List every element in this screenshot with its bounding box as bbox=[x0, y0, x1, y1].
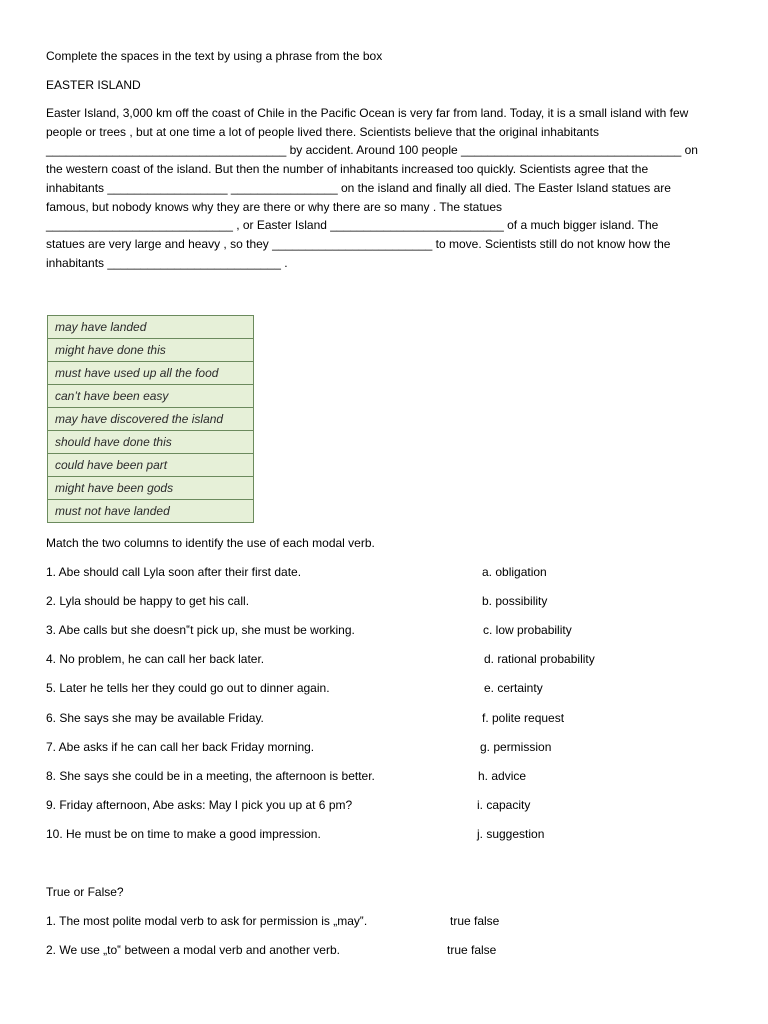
match-answer: f. polite request bbox=[482, 711, 565, 725]
passage-line: Easter Island, 3,000 km off the coast of Chile in the Pacific Ocean is very far from land. Today, it is a small island with few bbox=[46, 106, 689, 120]
instruction-match-columns: Match the two columns to identify the use of each modal verb. bbox=[46, 536, 375, 550]
phrase-box-item: might have been gods bbox=[48, 477, 253, 500]
heading-easter-island: EASTER ISLAND bbox=[46, 78, 141, 92]
passage-line: inhabitants __________________________ . bbox=[46, 255, 288, 270]
passage-line: statues are very large and heavy , so they ________________________ to move. Scientists still do not know how the bbox=[46, 236, 671, 251]
instruction-complete-spaces: Complete the spaces in the text by using a phrase from the box bbox=[46, 49, 383, 63]
phrase-box-item: must not have landed bbox=[55, 504, 170, 518]
match-answer: g. permission bbox=[480, 740, 552, 754]
match-question: 2. Lyla should be happy to get his call. bbox=[46, 594, 250, 608]
match-answer: a. obligation bbox=[482, 565, 547, 579]
passage-line: ____________________________________ by accident. Around 100 people _________________________________ on bbox=[46, 143, 698, 158]
passage-line: ____________________________ , or Easter Island __________________________ of a much bigger island. The bbox=[46, 218, 659, 233]
tf-statement: 2. We use „to‟ between a modal verb and another verb. bbox=[46, 943, 340, 957]
match-question: 3. Abe calls but she doesn‟t pick up, she must be working. bbox=[46, 623, 355, 637]
passage-line: the western coast of the island. But then the number of inhabitants increased too quickly. Scientists agree that the bbox=[46, 162, 649, 177]
heading-true-or-false: True or False? bbox=[46, 885, 124, 899]
match-answer: e. certainty bbox=[484, 681, 543, 695]
match-question: 1. Abe should call Lyla soon after their first date. bbox=[46, 565, 302, 579]
match-question: 4. No problem, he can call her back later. bbox=[46, 652, 265, 666]
match-question: 9. Friday afternoon, Abe asks: May I pick you up at 6 pm? bbox=[46, 798, 353, 812]
match-answer: d. rational probability bbox=[484, 652, 595, 666]
phrase-box bbox=[47, 315, 254, 523]
tf-statement: 1. The most polite modal verb to ask for permission is „may‟. bbox=[46, 914, 368, 928]
match-question: 5. Later he tells her they could go out to dinner again. bbox=[46, 681, 330, 695]
passage-line: inhabitants __________________ ________________ on the island and finally all died. The Easter Island statues are bbox=[46, 180, 671, 195]
match-answer: h. advice bbox=[478, 769, 527, 783]
phrase-box-item: may have discovered the island bbox=[48, 408, 253, 431]
passage-line: famous, but nobody knows why they are there or why there are so many . The statues bbox=[46, 199, 503, 214]
match-question: 10. He must be on time to make a good impression. bbox=[46, 827, 321, 841]
tf-options[interactable]: true false bbox=[450, 914, 500, 928]
phrase-box-item: must have used up all the food bbox=[48, 362, 253, 385]
match-answer: i. capacity bbox=[477, 798, 531, 812]
tf-options[interactable]: true false bbox=[447, 943, 497, 957]
match-question: 8. She says she could be in a meeting, the afternoon is better. bbox=[46, 769, 375, 783]
match-question: 6. She says she may be available Friday. bbox=[46, 711, 264, 725]
phrase-box-item: might have done this bbox=[48, 339, 253, 362]
match-answer: j. suggestion bbox=[477, 827, 545, 841]
match-answer: b. possibility bbox=[482, 594, 548, 608]
phrase-box-item: can’t have been easy bbox=[48, 385, 253, 408]
phrase-box-item: should have done this bbox=[48, 431, 253, 454]
phrase-box-item: could have been part bbox=[48, 454, 253, 477]
match-question: 7. Abe asks if he can call her back Friday morning. bbox=[46, 740, 315, 754]
phrase-box-item: may have landed bbox=[48, 316, 253, 339]
match-answer: c. low probability bbox=[483, 623, 572, 637]
passage-line: people or trees , but at one time a lot of people lived there. Scientists believe that the original inhabitants bbox=[46, 124, 600, 139]
passage bbox=[46, 104, 726, 272]
